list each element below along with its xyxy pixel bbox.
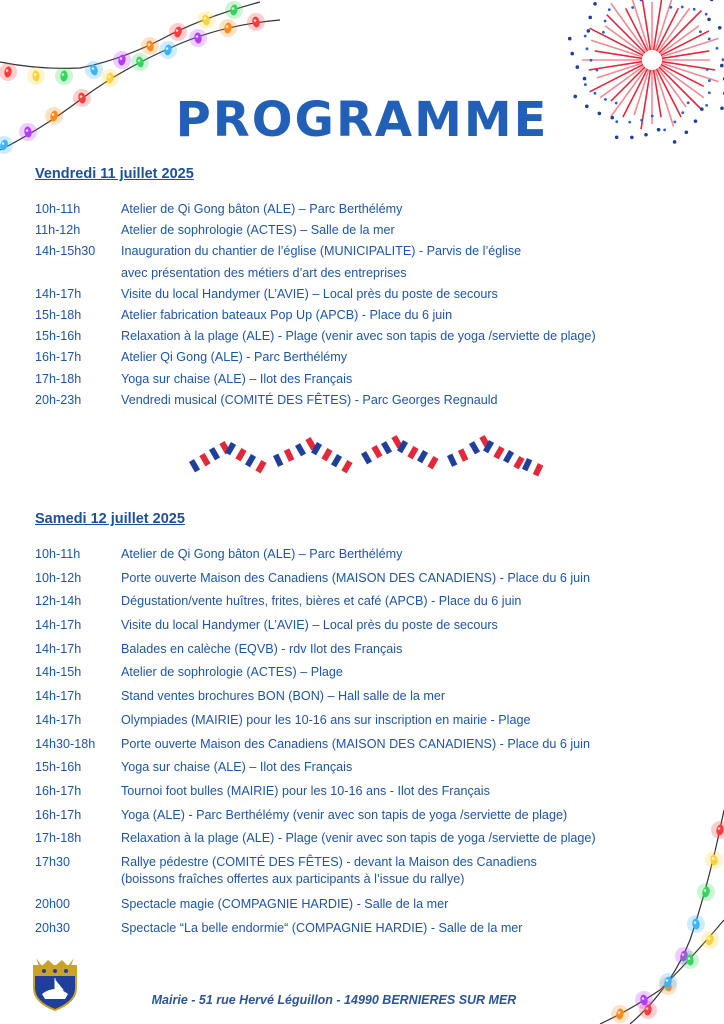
list-item	[35, 241, 715, 262]
event-time: 14h-17h	[35, 641, 82, 656]
list-item	[35, 661, 715, 685]
event-description: Dégustation/vente huîtres, frites, bières et café (APCB) - Place du 6 juin	[121, 594, 522, 609]
event-description: Atelier Qi Gong (ALE) - Parc Berthélémy	[121, 350, 348, 365]
event-description: Spectacle magie (COMPAGNIE HARDIE) - Salle de la mer	[121, 896, 449, 911]
event-description: Atelier fabrication bateaux Pop Up (APCB) - Place du 6 juin	[121, 307, 453, 322]
list-item	[35, 733, 715, 757]
string-lights-bottom-right	[560, 800, 724, 1024]
event-description: Rallye pédestre (COMITÉ DES FÊTES) - devant la Maison des Canadiens	[121, 854, 537, 869]
event-description: Inauguration du chantier de l’église (MUNICIPALITE) - Parvis de l’église	[121, 244, 522, 259]
list-item	[35, 685, 715, 709]
event-time: 10h-12h	[35, 570, 82, 585]
list-item	[35, 390, 715, 411]
event-description: Yoga sur chaise (ALE) – Ilot des Français	[121, 760, 353, 775]
event-description: Visite du local Handymer (L’AVIE) – Local près du poste de secours	[121, 286, 498, 301]
list-item	[35, 709, 715, 733]
event-description: Relaxation à la plage (ALE) - Plage (venir avec son tapis de yoga /serviette de plage)	[121, 329, 596, 344]
event-time: 15h-16h	[35, 329, 82, 344]
list-item	[35, 756, 715, 780]
event-time: 16h-17h	[35, 807, 82, 822]
list-item	[35, 305, 715, 326]
event-description: Visite du local Handymer (L’AVIE) – Local près du poste de secours	[121, 618, 498, 633]
page-title: PROGRAMME	[175, 92, 549, 148]
event-time: 14h-17h	[35, 689, 82, 704]
event-time: 14h-15h	[35, 665, 82, 680]
event-description: Atelier de sophrologie (ACTES) – Plage	[121, 665, 343, 680]
event-description-note: (boissons fraîches offertes aux participants à l’issue du rallye)	[121, 872, 465, 887]
event-time: 14h-17h	[35, 618, 82, 633]
event-time: 15h-18h	[35, 307, 82, 322]
list-item	[35, 567, 715, 591]
day-heading-saturday: Samedi 12 juillet 2025	[35, 511, 185, 527]
list-item	[35, 220, 715, 241]
event-time: 14h-17h	[35, 712, 82, 727]
event-time: 16h-17h	[35, 350, 82, 365]
event-time: 17h-18h	[35, 831, 82, 846]
event-description: Porte ouverte Maison des Canadiens (MAISON DES CANADIENS) - Place du 6 juin	[121, 736, 590, 751]
list-item	[35, 590, 715, 614]
french-bunting-icon	[183, 432, 545, 482]
event-description: avec présentation des métiers d’art des entreprises	[121, 265, 407, 280]
event-time	[35, 263, 121, 284]
event-description: Spectacle “La belle endormie“ (COMPAGNIE HARDIE) - Salle de la mer	[121, 920, 523, 935]
event-time: 20h30	[35, 920, 71, 935]
event-time: 14h-17h	[35, 286, 82, 301]
event-description: Atelier de sophrologie (ACTES) – Salle de la mer	[121, 223, 395, 238]
list-item	[35, 614, 715, 638]
event-time: 10h-11h	[35, 547, 81, 561]
event-time: 14h-15h30	[35, 244, 96, 259]
event-time: 10h-11h	[35, 202, 81, 216]
event-description: Relaxation à la plage (ALE) - Plage (venir avec son tapis de yoga /serviette de plage)	[121, 831, 596, 846]
friday-schedule	[35, 199, 715, 411]
day-heading-friday: Vendredi 11 juillet 2025	[35, 166, 194, 182]
event-time: 11h-12h	[35, 223, 81, 238]
list-item	[35, 543, 715, 567]
event-description: Yoga sur chaise (ALE) – Ilot des Français	[121, 371, 353, 386]
event-time: 14h30-18h	[35, 736, 96, 751]
list-item	[35, 199, 715, 220]
event-time: 15h-16h	[35, 760, 82, 775]
list-item	[35, 638, 715, 662]
event-description: Tournoi foot bulles (MAIRIE) pour les 10-16 ans - Ilot des Français	[121, 783, 490, 798]
event-description: Olympiades (MAIRIE) pour les 10-16 ans sur inscription en mairie - Plage	[121, 712, 531, 727]
event-time: 12h-14h	[35, 594, 82, 609]
event-description: Porte ouverte Maison des Canadiens (MAISON DES CANADIENS) - Place du 6 juin	[121, 570, 590, 585]
event-description: Balades en calèche (EQVB) - rdv Ilot des Français	[121, 641, 403, 656]
list-item	[35, 263, 715, 284]
event-time: 20h-23h	[35, 392, 82, 407]
list-item	[35, 326, 715, 347]
list-item	[35, 347, 715, 368]
event-description: Atelier de Qi Gong bâton (ALE) – Parc Berthélémy	[121, 547, 403, 561]
event-time: 20h00	[35, 896, 71, 911]
event-time: 17h-18h	[35, 371, 82, 386]
list-item	[35, 284, 715, 305]
event-description: Vendredi musical (COMITÉ DES FÊTES) - Parc Georges Regnauld	[121, 392, 498, 407]
event-description: Atelier de Qi Gong bâton (ALE) – Parc Berthélémy	[121, 202, 403, 216]
event-description: Stand ventes brochures BON (BON) – Hall salle de la mer	[121, 689, 446, 704]
event-description: Yoga (ALE) - Parc Berthélémy (venir avec son tapis de yoga /serviette de plage)	[121, 807, 568, 822]
list-item	[35, 369, 715, 390]
event-time: 17h30	[35, 854, 71, 869]
event-time: 16h-17h	[35, 783, 82, 798]
footer-address: Mairie - 51 rue Hervé Léguillon - 14990 BERNIERES SUR MER	[151, 993, 517, 1007]
